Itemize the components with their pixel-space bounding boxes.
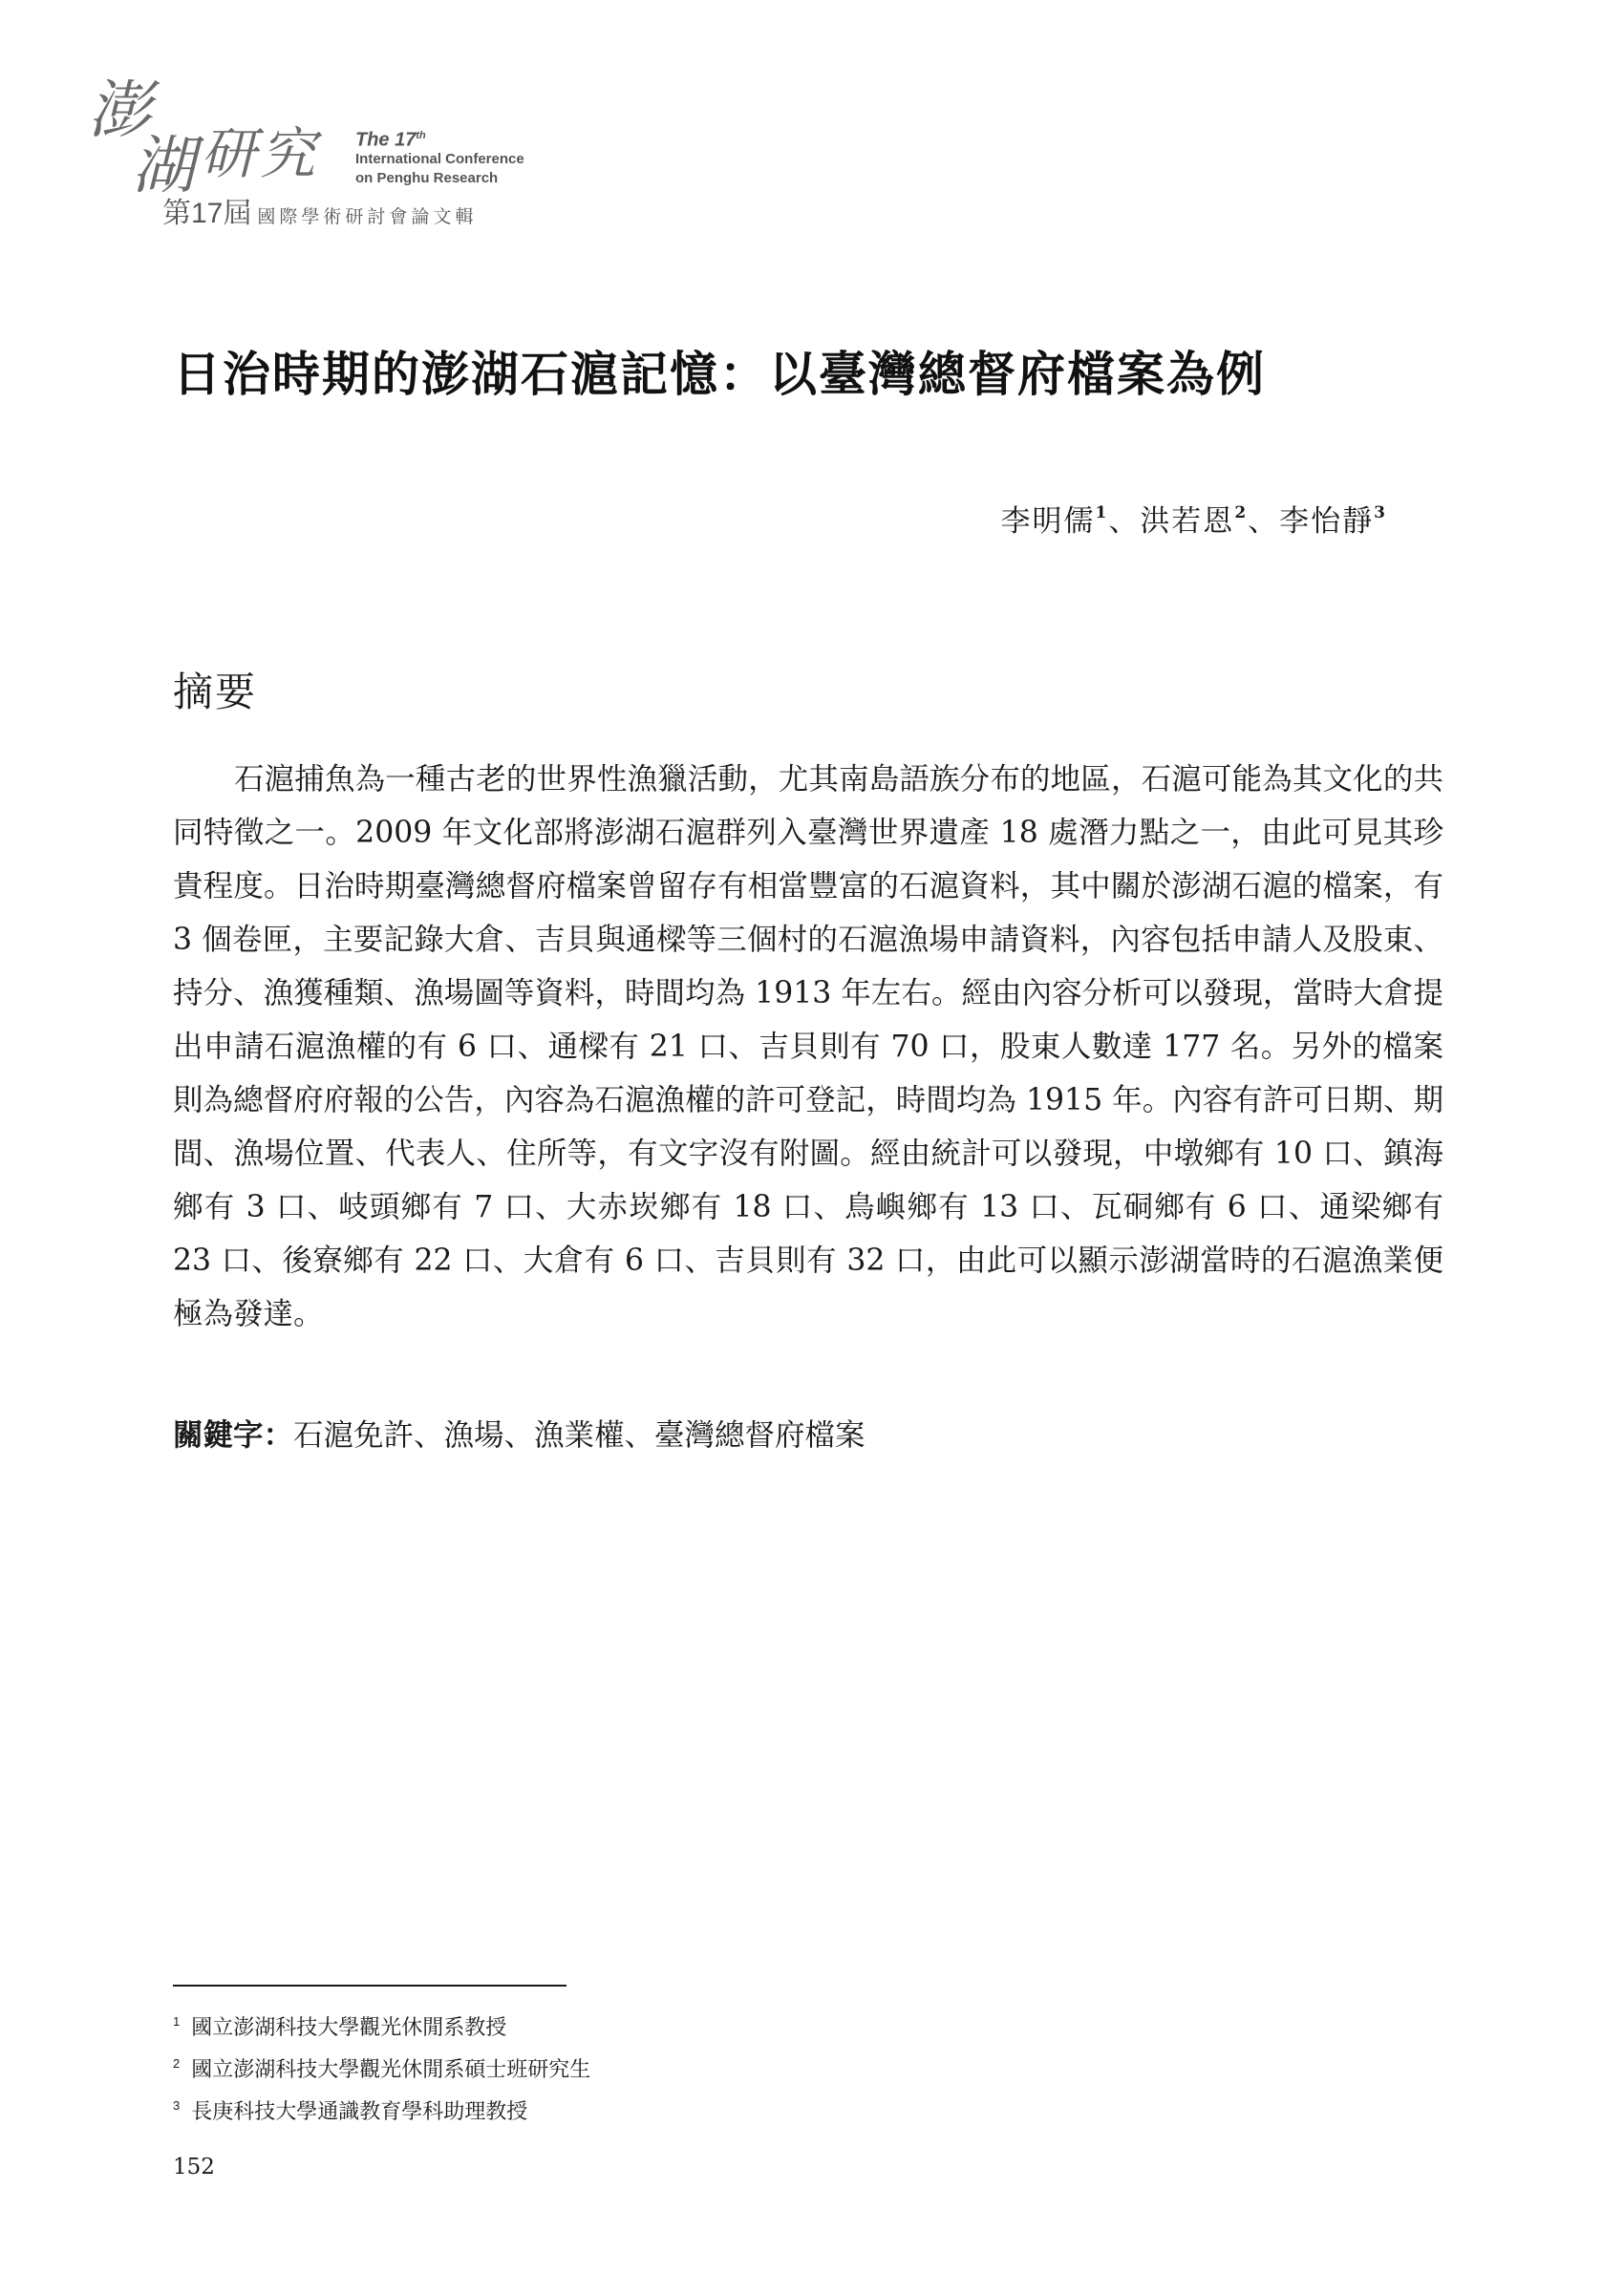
- logo-line-3: on Penghu Research: [355, 169, 499, 186]
- keywords-text: 石滬免許、漁場、漁業權、臺灣總督府檔案: [293, 1418, 865, 1453]
- author-note-ref: 3: [1374, 503, 1387, 522]
- logo-english-text: [355, 126, 524, 188]
- footnote-number: 2: [173, 2056, 181, 2071]
- author-name: 洪若恩: [1140, 504, 1235, 539]
- footnote-text: 長庚科技大學通識教育學科助理教授: [191, 2099, 528, 2123]
- logo-ordinal-suffix: th: [416, 130, 426, 141]
- author-note-ref: 1: [1095, 503, 1109, 522]
- footnote-item: [173, 2004, 590, 2046]
- author-separator: 、: [1108, 504, 1141, 539]
- footnote-divider: [173, 1985, 566, 1987]
- author-name: 李明儒: [1000, 504, 1096, 539]
- logo-char-3: 研: [201, 121, 259, 186]
- footnote-number: 3: [173, 2098, 181, 2113]
- footnote-text: 國立澎湖科技大學觀光休閒系教授: [191, 2015, 507, 2039]
- author-separator: 、: [1248, 504, 1280, 539]
- footnote-number: 1: [173, 2014, 181, 2029]
- logo-subtitle: [162, 189, 477, 231]
- abstract-body: 石滬捕魚為一種古老的世界性漁獵活動，尤其南島語族分布的地區，石滬可能為其文化的共同特徵之一。2009 年文化部將澎湖石滬群列入臺灣世界遺產 18 處潛力點之一，由此可見其珍貴程度。日治時期臺灣總督府檔案曾留存有相當豐富的石滬資料，其中關於澎湖石滬的檔案，有 3 個卷匣，主要記錄大倉、吉貝與通樑等三個村的石滬漁場申請資料，內容包括申請人及股東、持分、漁獲種類、漁場圖等資料，時間均為 1913 年左右。經由內容分析可以發現，當時大倉提出申請石滬漁權的有 6 口、通樑有 21 口、吉貝則有 70 口，股東人數達 177 名。另外的檔案則為總督府府報的公告，內容為石滬漁權的許可登記，時間均為 1915 年。內容有許可日期、期間、漁場位置、代表人、住所等，有文字沒有附圖。經由統計可以發現，中墩鄉有 10 口、鎮海鄉有 3 口、岐頭鄉有 7 口、大赤崁鄉有 18 口、鳥嶼鄉有 13 口、瓦硐鄉有 6 口、通梁鄉有 23 口、後寮鄉有 22 口、大倉有 6 口、吉貝則有 32 口，由此可以顯示澎湖當時的石滬漁業便極為發達。: [173, 762, 1443, 1331]
- author-list: [1000, 497, 1387, 540]
- logo-line-2: International Conference: [355, 150, 524, 167]
- abstract-heading: 摘要: [173, 669, 258, 715]
- logo-ordinal: [355, 126, 524, 150]
- logo-subtitle-ordinal: 第17屆: [162, 198, 252, 229]
- paper-title: 日治時期的澎湖石滬記憶：以臺灣總督府檔案為例: [173, 346, 1266, 402]
- footnote-list: [173, 2004, 590, 2130]
- keywords-label: 關鍵字：: [173, 1417, 294, 1453]
- logo-char-4: 究: [260, 121, 318, 186]
- logo-char-1: 澎: [88, 74, 153, 147]
- author-note-ref: 2: [1234, 503, 1249, 522]
- footnote-item: [173, 2088, 590, 2130]
- logo-subtitle-rest: 國際學術研討會論文輯: [257, 207, 478, 227]
- logo-char-2: 湖: [132, 129, 197, 202]
- footnote-text: 國立澎湖科技大學觀光休閒系碩士班研究生: [191, 2057, 591, 2081]
- author-name: 李怡靜: [1279, 504, 1375, 539]
- footnote-item: [173, 2046, 590, 2088]
- page-number: 152: [173, 2155, 215, 2179]
- logo-ordinal-text: The 17: [355, 129, 417, 151]
- keywords: [173, 1412, 1443, 1455]
- conference-logo: [88, 59, 585, 231]
